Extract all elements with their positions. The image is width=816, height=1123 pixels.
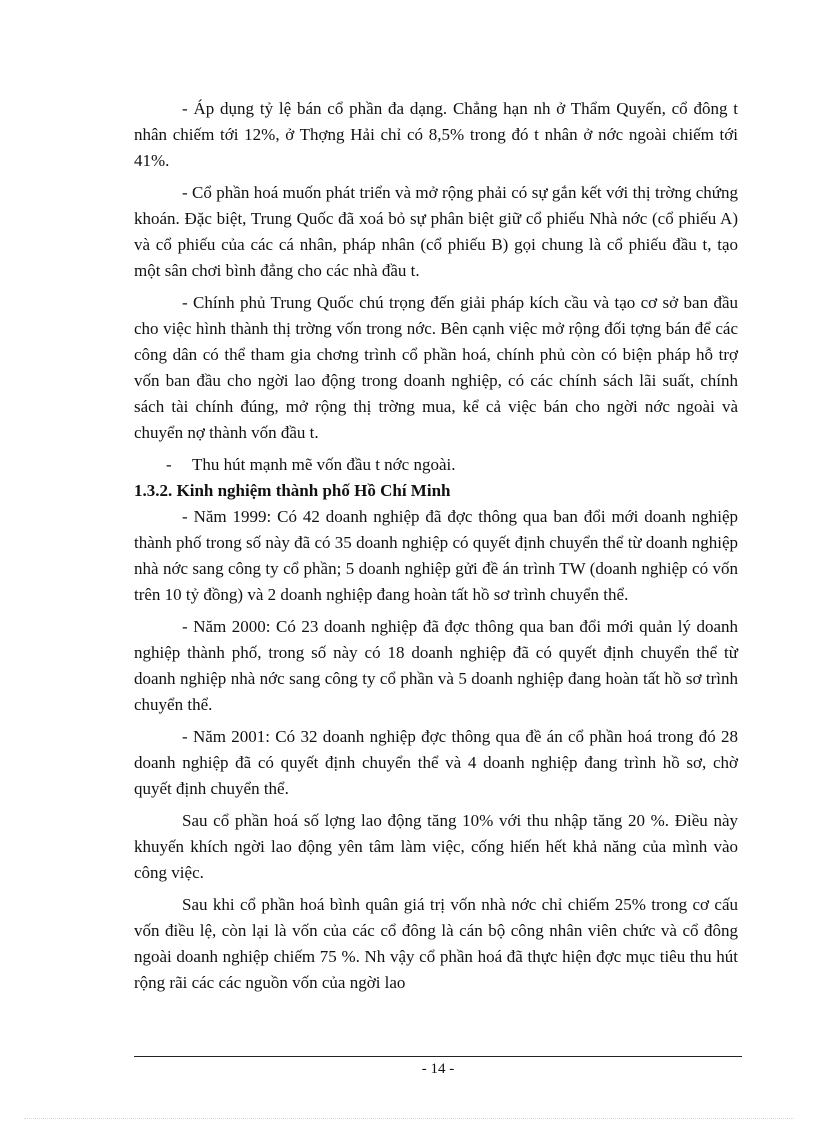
bullet-marker: - — [166, 455, 172, 474]
bullet-item — [134, 452, 738, 478]
page-number: - 14 - — [421, 1061, 455, 1077]
paragraph-stock-market: - Cổ phần hoá muốn phát triển và mở rộng phải có sự gắn kết với thị trờng chứng khoán. Đặc biệt, Trung Quốc đã xoá bỏ sự phân biệt giữ cổ phiếu Nhà nớc (cổ phiếu A) và cổ phiếu của các cá nhân, pháp nhân (cổ phiếu B) gọi chung là cổ phiếu đầu t, tạo một sân chơi bình đẳng cho các nhà đầu t. — [134, 183, 738, 280]
section-heading: 1.3.2. Kinh nghiệm thành phố Hồ Chí Minh — [134, 481, 451, 500]
page-bottom-edge — [24, 1118, 794, 1119]
paragraph-share-ratio: - Áp dụng tỷ lệ bán cổ phần đa dạng. Chẳng hạn nh ở Thẩm Quyến, cổ đông t nhân chiếm tới 12%, ở Thợng Hải chỉ có 8,5% trong đó t nhân ở nớc ngoài chiếm tới 41%. — [134, 99, 738, 170]
paragraph-year-1999: - Năm 1999: Có 42 doanh nghiệp đã đợc thông qua ban đổi mới doanh nghiệp thành phố trong số này đã có 35 doanh nghiệp có quyết định chuyển thể từ doanh nghiệp nhà nớc sang công ty cổ phần; 5 doanh nghiệp gửi đề án trình TW (doanh nghiệp có vốn trên 10 tỷ đồng) và 2 doanh nghiệp đang hoàn tất hồ sơ trình chuyển thể. — [134, 507, 738, 604]
page-body — [134, 96, 738, 1002]
paragraph-government-support: - Chính phủ Trung Quốc chú trọng đến giải pháp kích cầu và tạo cơ sở ban đầu cho việc hình thành thị trờng vốn trong nớc. Bên cạnh việc mở rộng đối tợng bán để các công dân có thể tham gia chơng trình cổ phần hoá, chính phủ còn có biện pháp hỗ trợ vốn ban đầu cho ngời lao động trong doanh nghiệp, có các chính sách lãi suất, chính sách tài chính đúng, mở rộng thị trờng mua, kể cả việc bán cho ngời nớc ngoài và chuyển nợ thành vốn đầu t. — [134, 293, 738, 442]
bullet-text: Thu hút mạnh mẽ vốn đầu t nớc ngoài. — [192, 455, 456, 474]
footer-divider — [134, 1056, 742, 1057]
paragraph-year-2000: - Năm 2000: Có 23 doanh nghiệp đã đợc thông qua ban đổi mới quản lý doanh nghiệp thành phố, trong số này có 18 doanh nghiệp đã có quyết định chuyển thể từ doanh nghiệp nhà nớc sang công ty cổ phần và 5 doanh nghiệp đang hoàn tất hồ sơ trình chuyển thể. — [134, 617, 738, 714]
paragraph-labor: Sau cổ phần hoá số lợng lao động tăng 10% với thu nhập tăng 20 %. Điều này khuyến khích ngời lao động yên tâm làm việc, cống hiến hết khả năng của mình vào công việc. — [134, 811, 738, 882]
paragraph-year-2001: - Năm 2001: Có 32 doanh nghiệp đợc thông qua đề án cổ phần hoá trong đó 28 doanh nghiệp đã có quyết định chuyển thể và 4 doanh nghiệp đang trình hồ sơ, chờ quyết định chuyển thể. — [134, 727, 738, 798]
paragraph-capital: Sau khi cổ phần hoá bình quân giá trị vốn nhà nớc chỉ chiếm 25% trong cơ cấu vốn điều lệ, còn lại là vốn của các cổ đông là cán bộ công nhân viên chức và cổ đông ngoài doanh nghiệp chiếm 75 %. Nh vậy cổ phần hoá đã thực hiện đợc mục tiêu thu hút rộng rãi các các nguồn vốn của ngời lao — [134, 895, 738, 992]
